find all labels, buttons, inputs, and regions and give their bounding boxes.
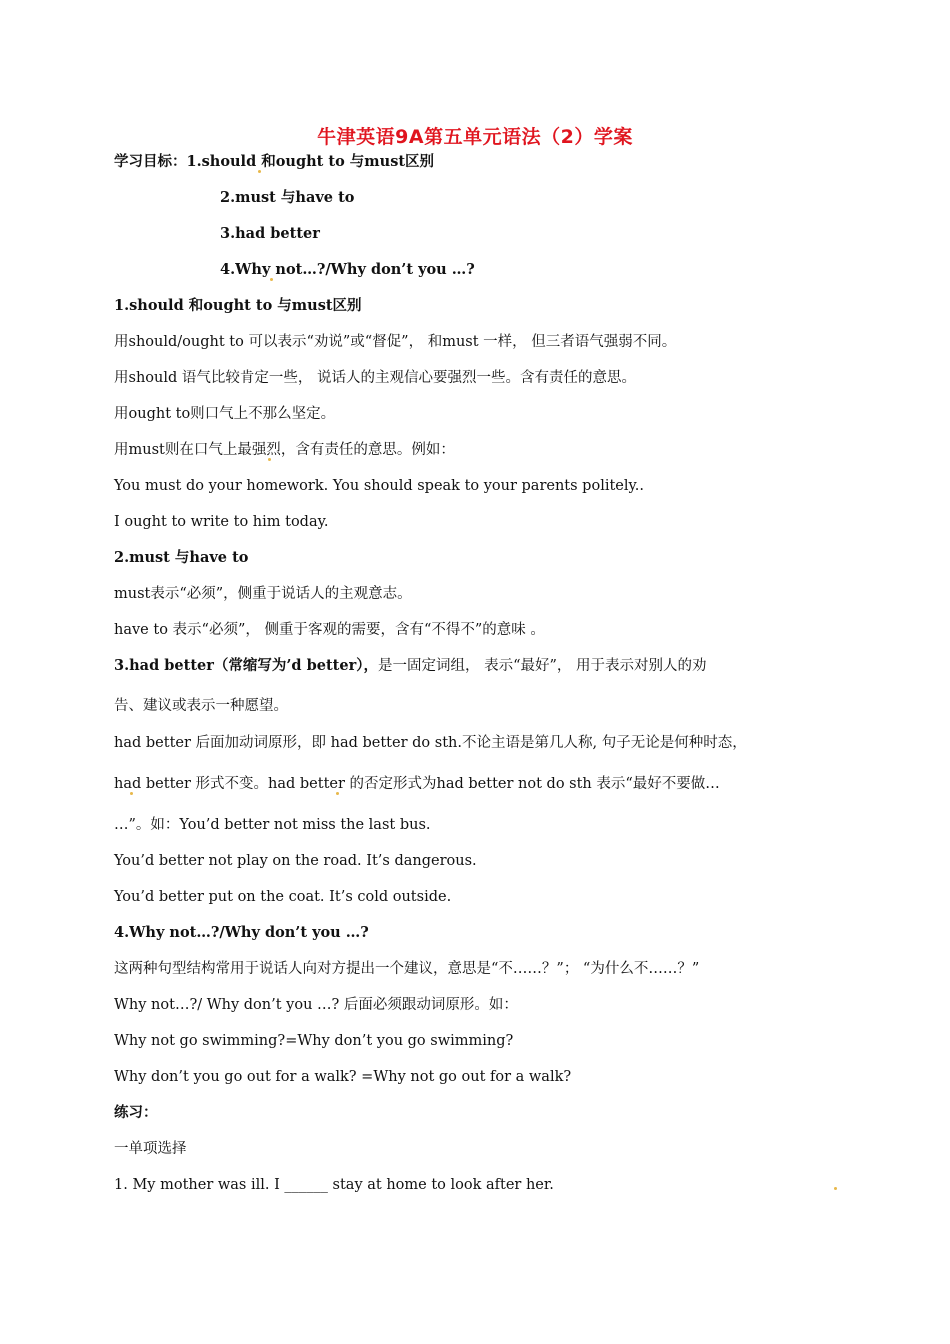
section2-line-1: must表示“必须”，侧重于说话人的主观意志。 <box>114 586 412 602</box>
decorative-mark <box>130 792 133 795</box>
exercise-question-1: 1. My mother was ill. I ______ stay at home to look after her. <box>114 1177 554 1193</box>
section1-example-2: I ought to write to him today. <box>114 514 329 530</box>
objective-item-3: 3.had better <box>220 225 320 242</box>
decorative-mark <box>268 458 271 461</box>
section1-line-1: 用should/ought to 可以表示“劝说”或“督促”， 和must 一样， 但三者语气强弱不同。 <box>114 334 677 350</box>
decorative-mark <box>336 792 339 795</box>
decorative-mark <box>258 170 261 173</box>
decorative-mark <box>834 1187 837 1190</box>
section3-line-3: had better 形式不变。had better 的否定形式为had better not do sth 表示“最好不要做… <box>114 776 720 792</box>
objectives-row-1 <box>114 152 434 172</box>
section4-line-2: Why not…?/ Why don’t you …? 后面必须跟动词原形。如： <box>114 997 518 1013</box>
section3-heading-rest: 是一固定词组， 表示“最好”， 用于表示对别人的劝 <box>378 658 707 674</box>
section2-line-2: have to 表示“必须”， 侧重于客观的需要，含有“不得不”的意味 。 <box>114 622 545 638</box>
objectives-label: 学习目标： <box>114 153 187 170</box>
section4-heading: 4.Why not…?/Why don’t you …? <box>114 924 369 941</box>
section1-line-2: 用should 语气比较肯定一些， 说话人的主观信心要强烈一些。含有责任的意思。 <box>114 370 636 386</box>
section4-example-1: Why not go swimming?=Why don’t you go swimming? <box>114 1033 514 1049</box>
objective-item-1: 1.should 和ought to 与must区别 <box>186 153 435 170</box>
section1-line-4: 用must则在口气上最强烈，含有责任的意思。例如： <box>114 442 455 458</box>
exercise-heading: 练习： <box>114 1104 158 1121</box>
section3-line-1: 告、建议或表示一种愿望。 <box>114 698 288 714</box>
section2-heading: 2.must 与have to <box>114 549 249 566</box>
section3-heading: 3.had better（常缩写为’d better）， <box>114 657 378 674</box>
section3-example-2: You’d better put on the coat. It’s cold outside. <box>114 889 452 905</box>
objective-item-2: 2.must 与have to <box>220 189 355 206</box>
exercise-subheading: 一单项选择 <box>114 1141 187 1157</box>
section4-line-1: 这两种句型结构常用于说话人向对方提出一个建议，意思是“不……？”； “为什么不……？” <box>114 961 700 977</box>
section1-line-3: 用ought to则口气上不那么坚定。 <box>114 406 336 422</box>
section3-line-2: had better 后面加动词原形，即 had better do sth.不论主语是第几人称, 句子无论是何种时态， <box>114 735 747 751</box>
section3-line-4: …”。如：You’d better not miss the last bus. <box>114 817 431 833</box>
section3-heading-row <box>114 656 707 676</box>
section1-example-1: You must do your homework. You should speak to your parents politely.. <box>114 478 645 494</box>
section1-heading: 1.should 和ought to 与must区别 <box>114 297 362 314</box>
section3-example-1: You’d better not play on the road. It’s dangerous. <box>114 853 477 869</box>
section4-example-2: Why don’t you go out for a walk? =Why not go out for a walk? <box>114 1069 572 1085</box>
decorative-mark <box>270 278 273 281</box>
objective-item-4: 4.Why not…?/Why don’t you …? <box>220 261 475 278</box>
document-title: 牛津英语9A第五单元语法（2）学案 <box>317 126 633 148</box>
